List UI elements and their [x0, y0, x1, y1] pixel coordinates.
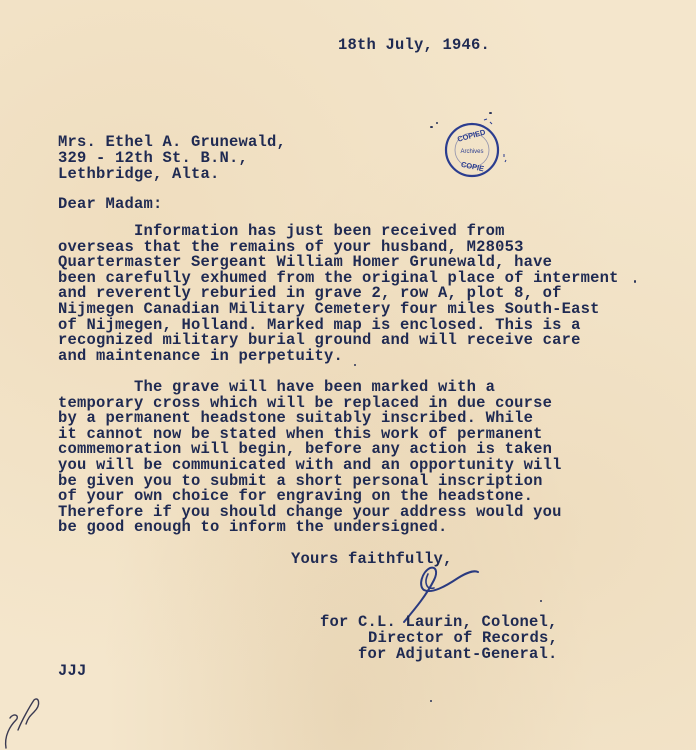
- paragraph-line: overseas that the remains of your husband, M28053: [58, 237, 524, 256]
- letter-date: 18th July, 1946.: [338, 36, 491, 54]
- ink-speck: [430, 700, 432, 702]
- salutation: Dear Madam:: [58, 195, 163, 213]
- paragraph-line: Quartermaster Sergeant William Homer Grunewald, have: [58, 253, 553, 272]
- signatory-line: for C.L. Laurin, Colonel,: [320, 613, 558, 631]
- ink-speck: [634, 280, 636, 283]
- signatory-title: Director of Records,: [368, 629, 559, 647]
- ink-speck: [436, 122, 438, 124]
- ink-speck: [489, 112, 492, 114]
- paragraph-line: and reverently reburied in grave 2, row A, plot 8, of: [58, 284, 562, 303]
- paragraph-line: by a permanent headstone suitably inscribed. While: [58, 409, 534, 428]
- archives-copied-stamp: [440, 118, 508, 178]
- paragraph-line: The grave will have been marked with a: [58, 378, 496, 396]
- paragraph-line: of Nijmegen, Holland. Marked map is enclosed. This is a: [58, 315, 581, 334]
- paragraph-line: Nijmegen Canadian Military Cemetery four miles South-East: [58, 300, 600, 318]
- paragraph-line: be given you to submit a short personal inscription: [58, 471, 543, 490]
- paragraph-line: and maintenance in perpetuity.: [58, 346, 344, 365]
- stamp-top-text: COPIED: [456, 127, 487, 144]
- recipient-street: 329 - 12th St. B.N.,: [58, 149, 249, 167]
- typist-reference: JJJ: [58, 662, 87, 680]
- stamp-middle-text: Archives: [460, 149, 484, 155]
- paragraph-line: temporary cross which will be replaced in due course: [58, 393, 553, 412]
- paragraph-line: commemoration will begin, before any action is taken: [58, 440, 553, 459]
- recipient-name: Mrs. Ethel A. Grunewald,: [58, 133, 287, 151]
- paragraph-line: Information has just been received from: [58, 222, 505, 240]
- paragraph-line: you will be communicated with and an opportunity will: [58, 456, 562, 474]
- paragraph-line: recognized military burial ground and will receive care: [58, 331, 581, 350]
- stamp-bottom-text: COPIE: [460, 159, 485, 174]
- paragraph-line: of your own choice for engraving on the headstone.: [58, 487, 534, 506]
- signatory-office: for Adjutant-General.: [358, 645, 558, 663]
- paragraph-line: been carefully exhumed from the original place of interment: [58, 268, 619, 287]
- paragraph-line: Therefore if you should change your address would you: [58, 502, 562, 521]
- ink-speck: [354, 364, 356, 366]
- paragraph-line: be good enough to inform the undersigned.: [58, 518, 448, 537]
- ink-speck: [540, 600, 542, 602]
- recipient-city: Lethbridge, Alta.: [58, 165, 220, 183]
- margin-pencil-annotation: [0, 690, 48, 750]
- closing: Yours faithfully,: [291, 550, 453, 568]
- ink-speck: [430, 126, 433, 128]
- paragraph-line: it cannot now be stated when this work of permanent: [58, 424, 543, 443]
